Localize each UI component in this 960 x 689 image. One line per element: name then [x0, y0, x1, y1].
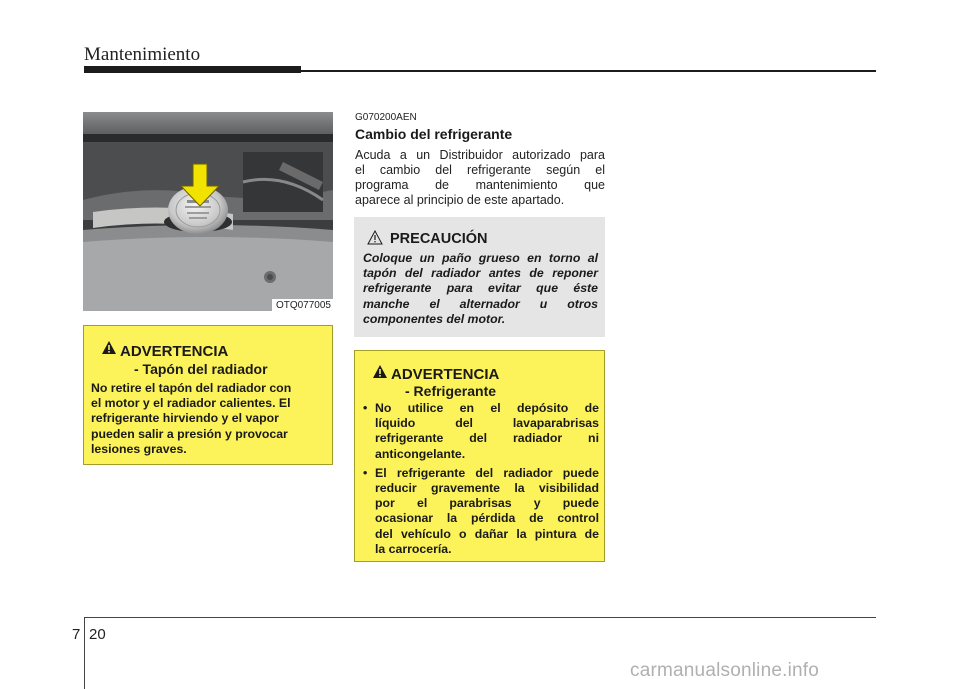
- list-item: [363, 401, 599, 462]
- warning-triangle-icon: [372, 364, 388, 379]
- watermark-text: carmanualsonline.info: [630, 660, 820, 681]
- warning-subtitle: - Tapón del radiador: [134, 361, 268, 377]
- text-line: tapón del radiador antes de reponer: [363, 266, 598, 281]
- text-line: aparece al principio de este apartado.: [355, 193, 565, 207]
- caution-title: PRECAUCIÓN: [390, 231, 488, 247]
- warning-text: [91, 381, 325, 457]
- engine-bay-illustration: [83, 112, 333, 311]
- warning-triangle-icon: [101, 340, 117, 355]
- text-line: programa de mantenimiento que: [355, 178, 605, 192]
- text-line: Acuda a un Distribuidor autorizado para: [355, 148, 605, 162]
- text-line: líquido del lavaparabrisas: [375, 416, 599, 431]
- text-line: el motor y el radiador calientes. El: [91, 396, 291, 411]
- warning-subtitle: - Refrigerante: [405, 383, 497, 399]
- text-line: por el parabrisas y puede: [375, 496, 599, 511]
- warning-box-coolant: [354, 350, 605, 562]
- caution-box: [354, 217, 605, 337]
- header-rule-thin: [301, 70, 876, 72]
- list-item: [363, 466, 599, 557]
- warning-list: [363, 401, 599, 561]
- text-line: del vehículo o dañar la pintura de: [375, 526, 599, 541]
- text-line: el cambio del refrigerante según el: [355, 163, 605, 177]
- text-line: manche el alternador u otros: [363, 296, 598, 311]
- section-body: [355, 148, 605, 208]
- text-line: refrigerante para evitar que éste: [363, 281, 598, 296]
- radiator-cap-photo: [83, 112, 333, 311]
- warning-title: ADVERTENCIA: [391, 366, 500, 383]
- text-line: El refrigerante del radiador puede: [375, 465, 599, 480]
- text-line: refrigerante del radiador ni: [375, 431, 599, 446]
- section-title: Cambio del refrigerante: [355, 126, 513, 142]
- text-line: refrigerante hirviendo y el vapor: [91, 411, 279, 426]
- text-line: ocasionar la pérdida de control: [375, 511, 599, 526]
- text-line: anticongelante.: [375, 446, 466, 461]
- photo-reference-code: OTQ077005: [272, 299, 333, 311]
- footer-divider: [84, 617, 85, 689]
- warning-box-radiator-cap: [83, 325, 333, 465]
- text-line: la carrocería.: [375, 541, 452, 556]
- warning-title: ADVERTENCIA: [120, 343, 229, 360]
- caution-text: [363, 251, 598, 327]
- text-line: lesiones graves.: [91, 441, 187, 456]
- text-line: No retire el tapón del radiador con: [91, 381, 292, 395]
- text-line: pueden salir a presión y provocar: [91, 426, 288, 441]
- page-number: 20: [89, 626, 106, 643]
- text-line: No utilice en el depósito de: [375, 401, 599, 415]
- section-code: G070200AEN: [355, 112, 417, 123]
- text-line: Coloque un paño grueso en torno al: [363, 251, 598, 265]
- text-line: componentes del motor.: [363, 311, 506, 326]
- header-title: Mantenimiento: [84, 44, 201, 65]
- footer-rule: [84, 617, 876, 618]
- bullet-icon: •: [363, 401, 368, 415]
- header-rule-thick: [84, 66, 301, 73]
- caution-triangle-icon: [367, 230, 383, 245]
- bullet-icon: •: [363, 465, 368, 480]
- chapter-number: 7: [72, 626, 81, 643]
- text-line: reducir gravemente la visibilidad: [375, 481, 599, 496]
